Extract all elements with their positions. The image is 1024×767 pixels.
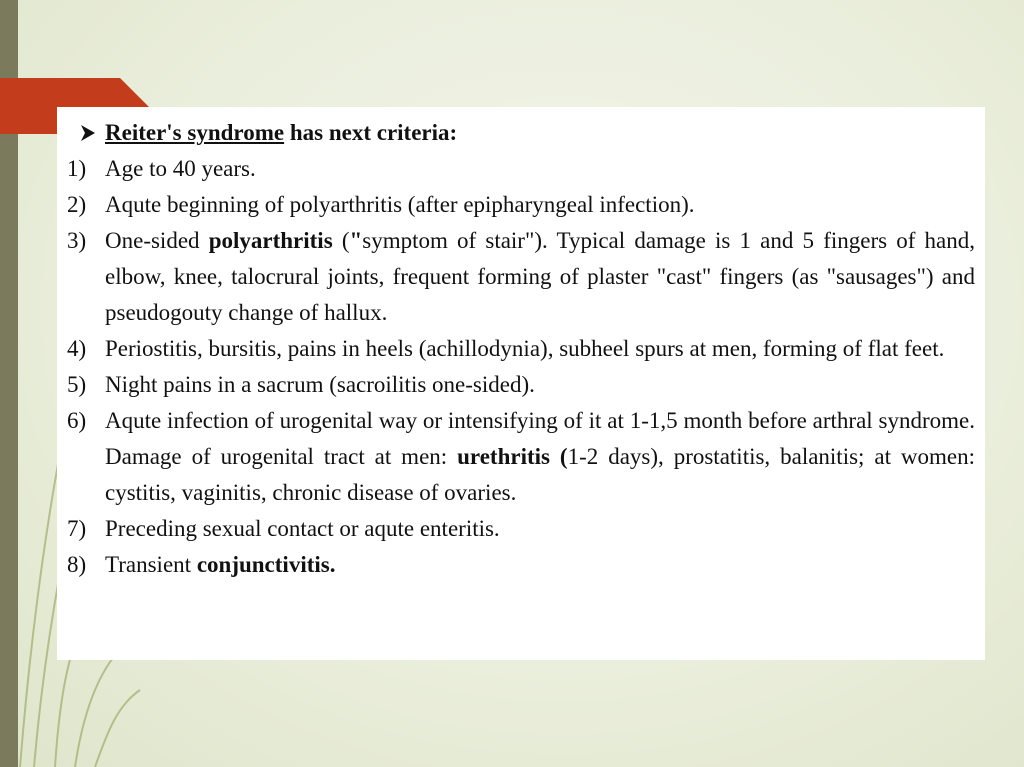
item-text: Night pains in a sacrum (sacroilitis one-sided). bbox=[105, 372, 535, 397]
item-text: Aqute beginning of polyarthritis (after epipharyngeal infection). bbox=[105, 192, 695, 217]
item-number: 4) bbox=[67, 336, 87, 361]
item-number: 3) bbox=[67, 228, 87, 253]
criteria-item bbox=[67, 403, 975, 511]
item-text: Periostitis, bursitis, pains in heels (achillodynia), subheel spurs at men, forming of flat feet. bbox=[105, 336, 945, 361]
item-number: 6) bbox=[67, 408, 87, 433]
slide-heading bbox=[67, 115, 975, 151]
item-bold-mark: " bbox=[349, 228, 363, 253]
item-text-start: Transient bbox=[105, 552, 197, 577]
criteria-item bbox=[67, 367, 975, 403]
item-bold-term: polyarthritis bbox=[208, 228, 333, 253]
item-bold-term: conjunctivitis. bbox=[196, 552, 336, 577]
item-bold-mark: ( bbox=[559, 444, 568, 469]
item-number: 1) bbox=[67, 156, 87, 181]
item-text: Age to 40 years. bbox=[105, 156, 256, 181]
criteria-item bbox=[67, 547, 975, 583]
heading-subject: Reiter's syndrome bbox=[105, 120, 285, 145]
item-bold-term: urethritis bbox=[457, 444, 550, 469]
content-box bbox=[57, 107, 985, 660]
item-text-mid: ( bbox=[332, 228, 350, 253]
criteria-item bbox=[67, 331, 975, 367]
heading-rest: has next criteria: bbox=[284, 120, 458, 145]
item-text-start: Aqute infection of urogenital way or intensifying of it at 1-1,5 month before arthral syndrome. Damage of urogenital tract at men: bbox=[105, 408, 975, 469]
criteria-item bbox=[67, 511, 975, 547]
criteria-item bbox=[67, 223, 975, 331]
item-text: Preceding sexual contact or aqute enteritis. bbox=[105, 516, 500, 541]
item-text-mid bbox=[550, 444, 560, 469]
criteria-list bbox=[67, 151, 975, 583]
criteria-item bbox=[67, 187, 975, 223]
criteria-item bbox=[67, 151, 975, 187]
item-text-end: symptom of stair"). Typical damage is 1 and 5 fingers of hand, elbow, knee, talocrural joints, frequent forming of plaster "cast" fingers (as "sausages") and pseudogouty change of hallux. bbox=[105, 228, 976, 325]
item-text-start: One-sided bbox=[105, 228, 209, 253]
item-number: 7) bbox=[67, 516, 87, 541]
arrow-bullet-icon bbox=[79, 115, 99, 151]
item-number: 5) bbox=[67, 372, 87, 397]
item-number: 8) bbox=[67, 552, 87, 577]
item-number: 2) bbox=[67, 192, 87, 217]
item-text-end: 1-2 days), prostatitis, balanitis; at women: cystitis, vaginitis, chronic disease of ovaries. bbox=[105, 444, 976, 505]
